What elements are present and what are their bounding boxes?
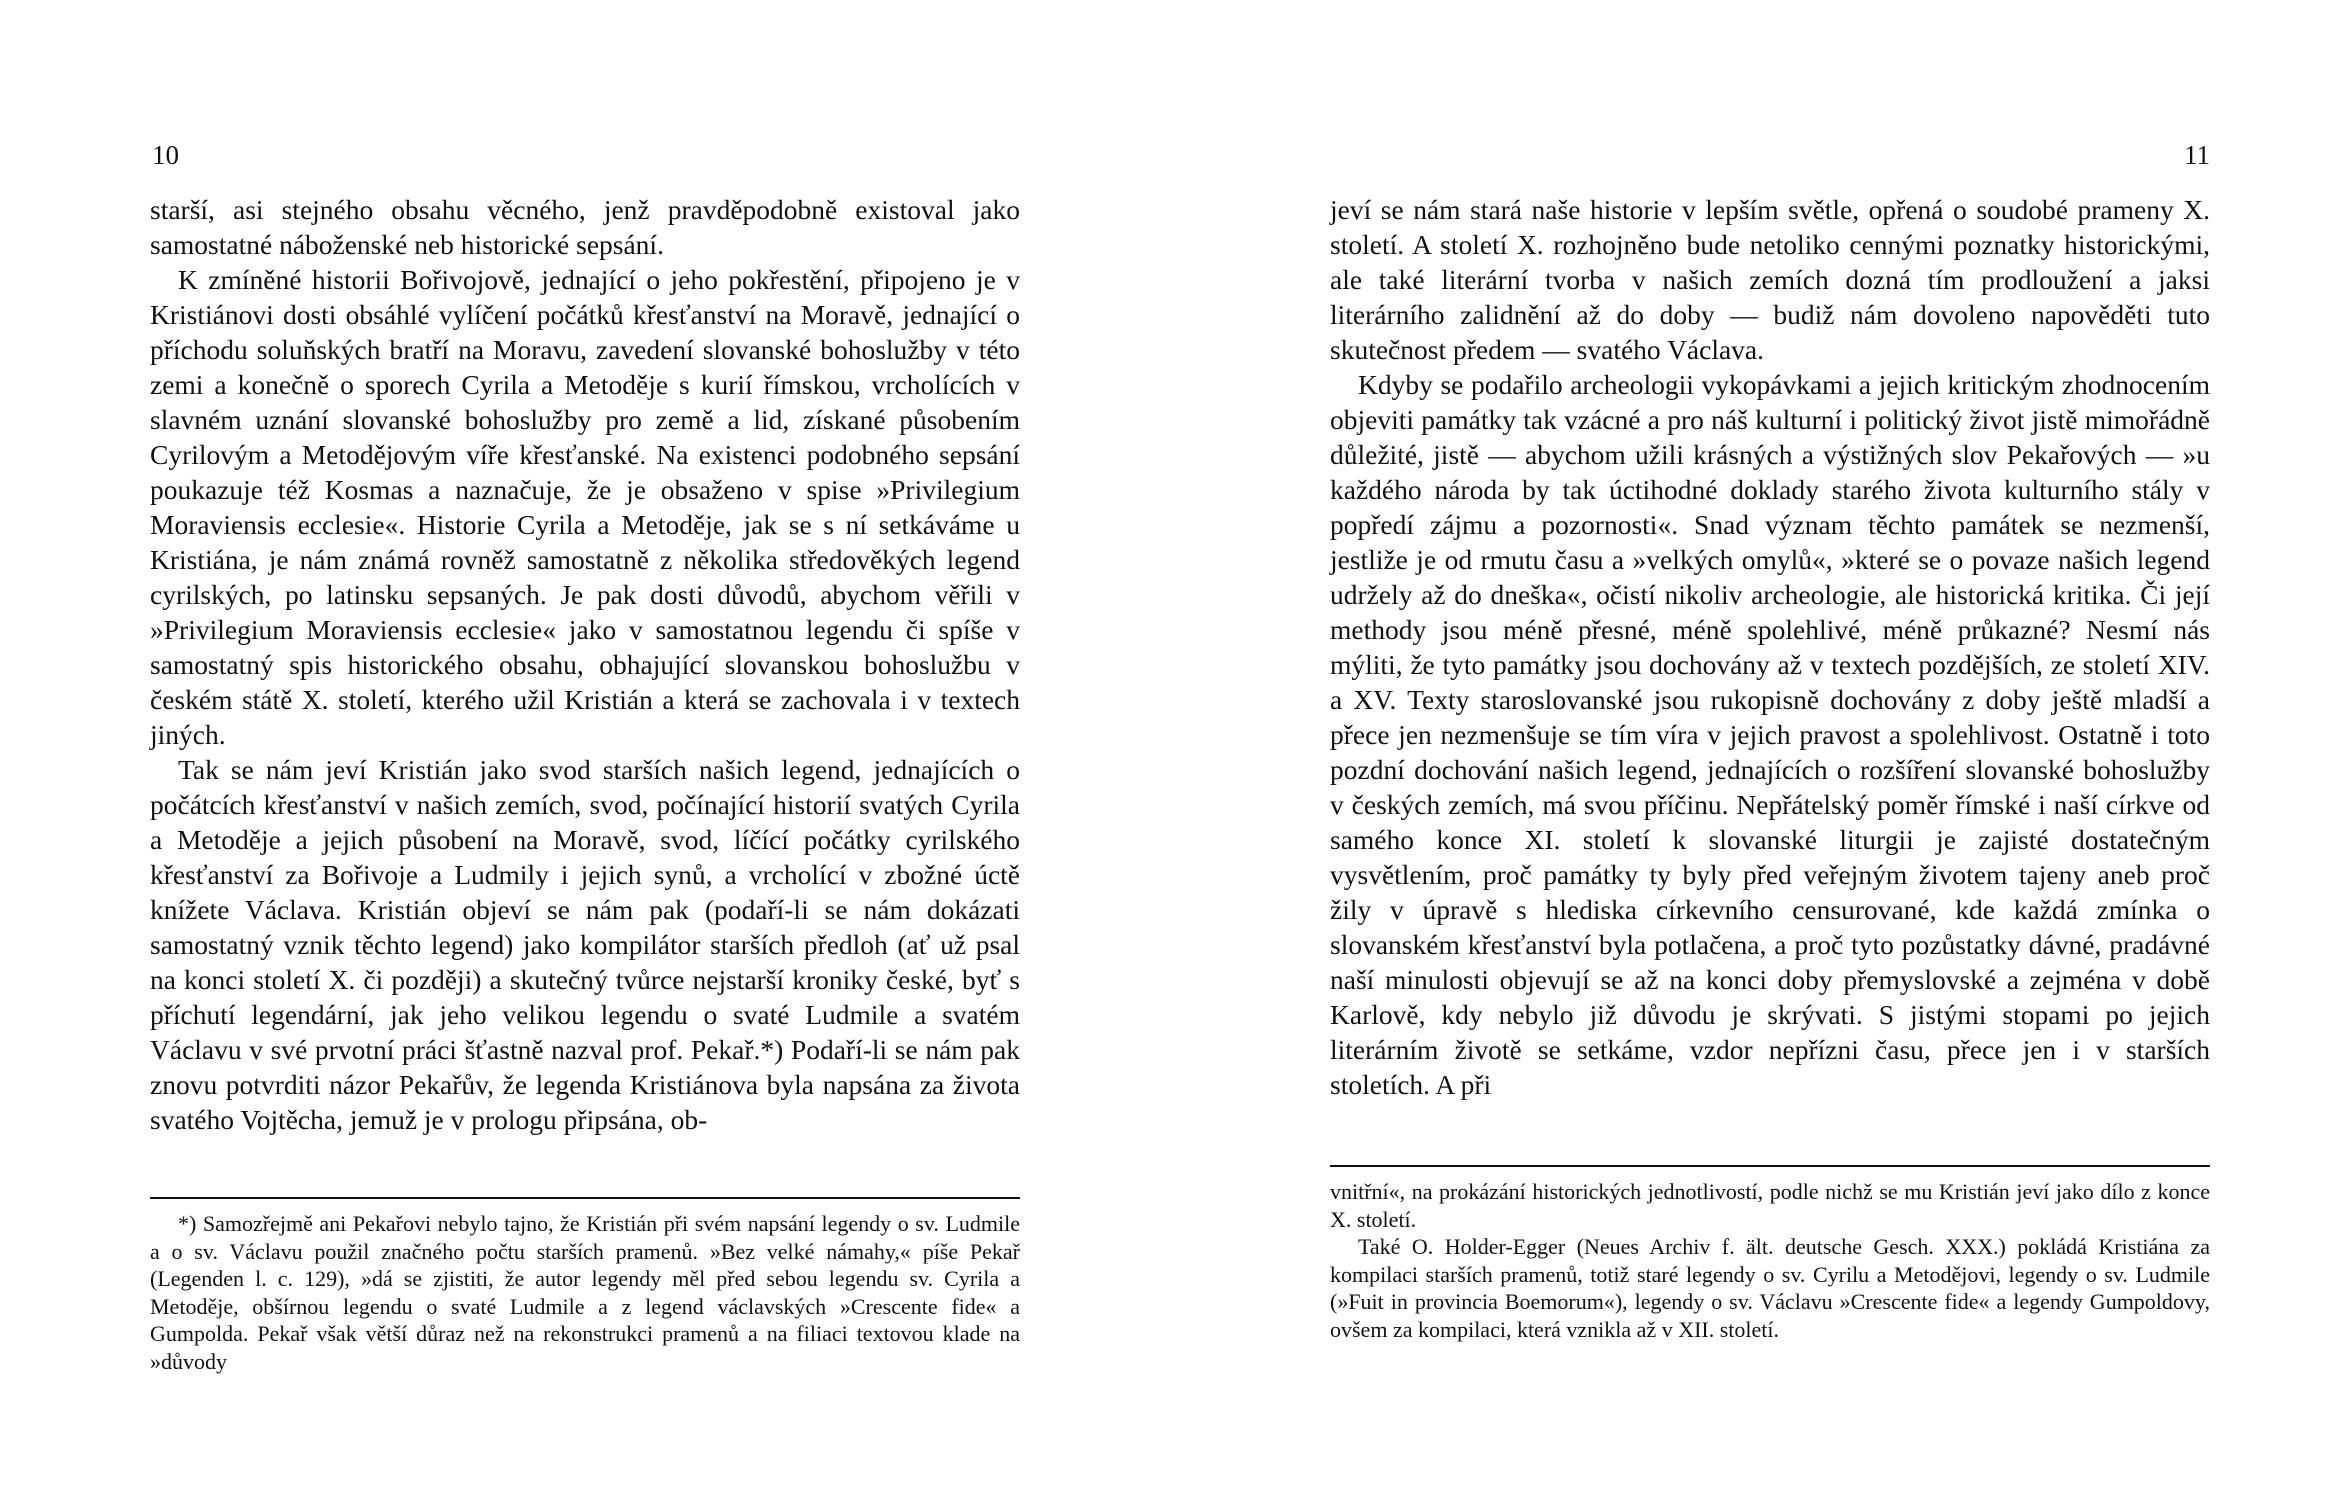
paragraph: Kdyby se podařilo archeologii vykopávkami a jejich kritickým zhodnocením objeviti památky tak vzácné a pro náš kulturní i politický život jistě mimořádně důležité, jistě — abychom užili krásných a výstižných slov Pekařových — »u každého národa by tak úctihodné doklady starého života kulturního stály v popředí zájmu a pozornosti«. Snad význam těchto památek se nezmenší, jestliže je od rmutu času a »velkých omylů«, »které se o povaze našich legend udržely až do dneška«, očistí nikoliv archeologie, ale historická kritika. Či její methody jsou méně přesné, méně spolehlivé, méně průkazné? Nesmí nás mýliti, že tyto památky jsou dochovány až v textech pozdějších, ze století XIV. a XV. Texty staroslovanské jsou rukopisně dochovány z doby ještě mladší a přece jen nezmenšuje se tím víra v jejich pravost a spolehlivost. Ostatně i toto pozdní dochování našich legend, jednajících o rozšíření slovanské bohoslužby v českých zemích, má svou příčinu. Nepřátelský poměr římské i naší církve od samého konce XI. století k slovanské liturgii je zajisté dostatečným vysvětlením, proč památky ty byly před veřejným životem tajeny aneb proč žily v úpravě s hlediska církevního censurované, kde každá zmínka o slovanském křesťanství byla potlačena, a proč tyto pozůstatky dávné, pradávné naší minulosti objevují se až na konci doby přemyslovské a zejména v době Karlově, kdy nebylo již důvodu je skrývati. S jistými stopami po jejich literárním životě se setkáme, vzdor nepřízni času, přece jen i v starších stoletích. A při: [1330, 369, 2210, 1100]
footnotes: [1330, 1178, 2210, 1343]
footnote-divider: [150, 1197, 1020, 1199]
footnote: Také O. Holder-Egger (Neues Archiv f. ält. deutsche Gesch. XXX.) pokládá Kristiána za kompilaci starších pramenů, totiž staré legendy o sv. Cyrilu a Metodějovi, legendy o sv. Ludmile (»Fuit in provincia Boemorum«), legendy o sv. Václavu »Crescente fide« a legendy Gumpoldovy, ovšem za kompilaci, která vznikla až v XII. století.: [1330, 1234, 2210, 1342]
page-number: 11: [2184, 140, 2210, 170]
footnote-divider: [1330, 1165, 2210, 1167]
paragraph: Tak se nám jeví Kristián jako svod starších našich legend, jednajících o počátcích křesťanství v našich zemích, svod, počínající historií svatých Cyrila a Metoděje a jejich působení na Moravě, svod, líčící počátky cyrilského křesťanství za Bořivoje a Ludmily i jejich synů, a vrcholící v zbožné úctě knížete Václava. Kristián objeví se nám pak (podaří-li se nám dokázati samostatný vznik těchto legend) jako kompilátor starších předloh (ať už psal na konci století X. či později) a skutečný tvůrce nejstarší kroniky české, byť s příchutí legendární, jak jeho velikou legendu o svaté Ludmile a svatém Václavu v své prvotní práci šťastně nazval prof. Pekař.*) Podaří-li se nám pak znovu potvrditi názor Pekařův, že legenda Kristiánova byla napsána za života svatého Vojtěcha, jemuž je v prologu připsána, ob-: [150, 754, 1020, 1135]
footnotes: [150, 1210, 1020, 1375]
paragraph: starší, asi stejného obsahu věcného, jenž pravděpodobně existoval jako samostatné náboženské neb historické sepsání.: [150, 194, 1020, 260]
body-text: [150, 192, 1020, 1137]
footnote: *) Samozřejmě ani Pekařovi nebylo tajno, že Kristián při svém napsání legendy o sv. Ludmile a o sv. Václavu použil značného počtu starších pramenů. »Bez velké námahy,« píše Pekař (Legenden l. c. 129), »dá se zjistiti, že autor legendy měl před sebou legendu sv. Cyrila a Metoděje, obšírnou legendu o svaté Ludmile a z legend václavských »Crescente fide« a Gumpolda. Pekař však větší důraz než na rekonstrukci pramenů a na filiaci textovou klade na »důvody: [150, 1211, 1020, 1374]
page-number: 10: [152, 140, 179, 170]
paragraph: jeví se nám stará naše historie v lepším světle, opřená o soudobé prameny X. století. A století X. rozhojněno bude netoliko cennými poznatky historickými, ale také literární tvorba v našich zemích dozná tím prodloužení a jaksi literárního zalidnění až do doby — budiž nám dovoleno napověděti tuto skutečnost předem — svatého Václava.: [1330, 194, 2210, 365]
body-text: [1330, 192, 2210, 1102]
paragraph: K zmíněné historii Bořivojově, jednající o jeho pokřestění, připojeno je v Kristiánovi dosti obsáhlé vylíčení počátků křesťanství na Moravě, jednající o příchodu soluňských bratří na Moravu, zavedení slovanské bohoslužby v této zemi a konečně o sporech Cyrila a Metoděje s kurií římskou, vrcholících v slavném uznání slovanské bohoslužby pro země a lid, získané působením Cyrilovým a Metodějovým víře křesťanské. Na existenci podobného sepsání poukazuje též Kosmas a naznačuje, že je obsaženo v spise »Privilegium Moraviensis ecclesie«. Historie Cyrila a Metoděje, jak se s ní setkáváme u Kristiána, je nám známá rovněž samostatně z několika středověkých legend cyrilských, po latinsku sepsaných. Je pak dosti důvodů, abychom věřili v »Privilegium Moraviensis ecclesie« jako v samostatnou legendu či spíše v samostatný spis historického obsahu, obhajující slovanskou bohoslužbu v českém státě X. století, kterého užil Kristián a která se zachovala i v textech jiných.: [150, 264, 1020, 750]
footnote: vnitřní«, na prokázání historických jednotlivostí, podle nichž se mu Kristián jeví jako dílo z konce X. století.: [1330, 1179, 2210, 1232]
